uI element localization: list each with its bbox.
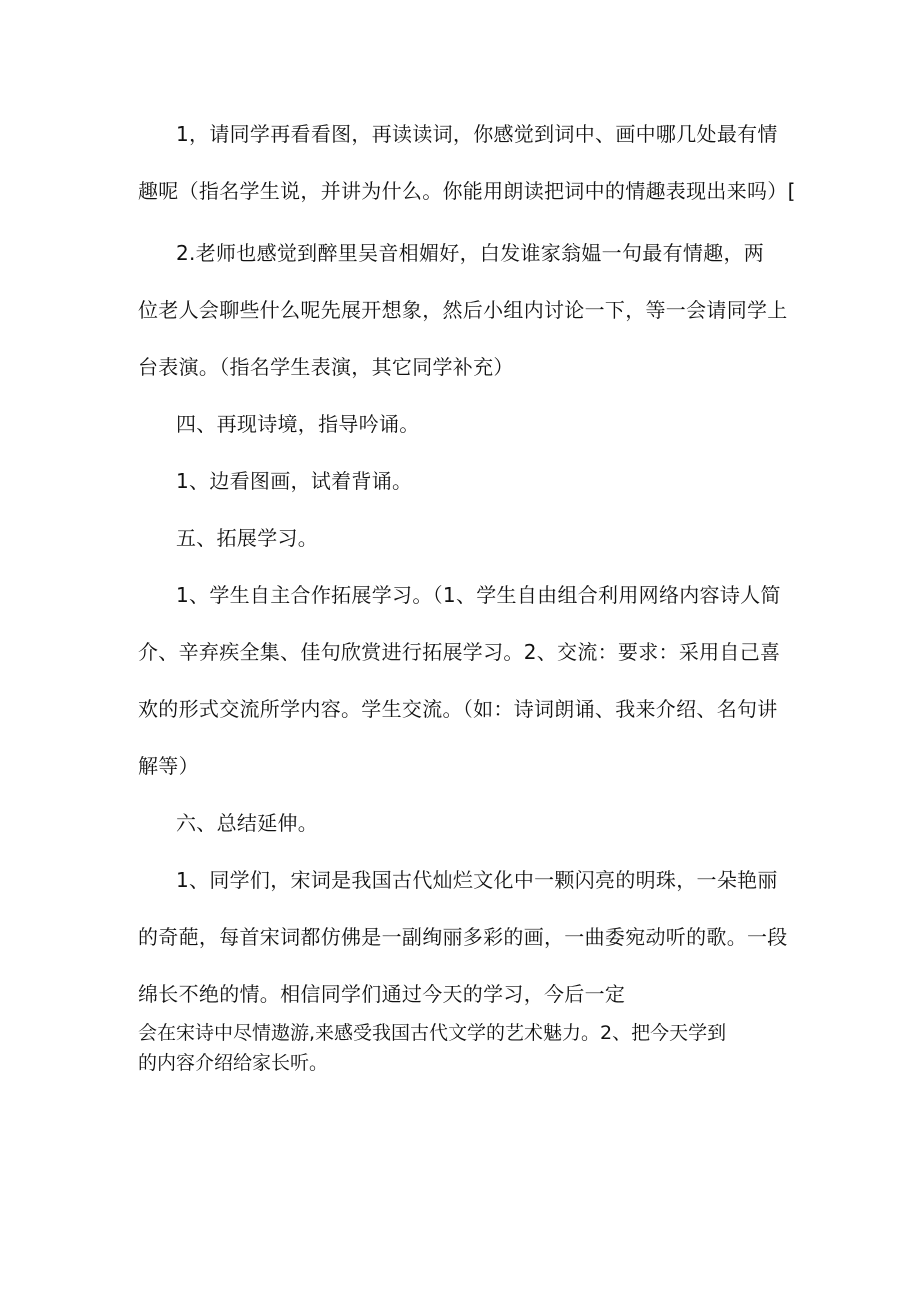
paragraph-line: 2.老师也感觉到醉里吴音相媚好，白发谁家翁媪一句最有情趣，两 xyxy=(176,241,765,265)
paragraph-line: 台表演。（指名学生表演，其它同学补充） xyxy=(138,355,514,379)
paragraph-line: 会在宋诗中尽情遨游,来感受我国古代文学的艺术魅力。2、把今天学到 xyxy=(138,1022,727,1044)
paragraph-line: 位老人会聊些什么呢先展开想象，然后小组内讨论一下，等一会请同学上 xyxy=(138,298,788,322)
paragraph-line: 绵长不绝的情。相信同学们通过今天的学习，今后一定 xyxy=(138,982,626,1006)
paragraph-line: 1、边看图画，试着背诵。 xyxy=(176,469,413,493)
paragraph-line: 解等） xyxy=(138,754,199,778)
paragraph-line: 的奇葩，每首宋词都仿佛是一副绚丽多彩的画，一曲委宛动听的歌。一段 xyxy=(138,925,788,949)
paragraph-line: 介、辛弃疾全集、佳句欣赏进行拓展学习。2、交流：要求：采用自己喜 xyxy=(138,640,781,664)
section-heading: 六、总结延伸。 xyxy=(176,811,319,835)
paragraph-line: 1，请同学再看看图，再读读词，你感觉到词中、画中哪几处最有情 xyxy=(176,122,778,146)
paragraph-line: 欢的形式交流所学内容。学生交流。（如：诗词朗诵、我来介绍、名句讲 xyxy=(138,697,778,721)
paragraph-line: 1、学生自主合作拓展学习。（1、学生自由组合利用网络内容诗人简 xyxy=(176,583,781,607)
section-heading: 四、再现诗境，指导吟诵。 xyxy=(176,412,420,436)
paragraph-line: 1、同学们，宋词是我国古代灿烂文化中一颗闪亮的明珠，一朵艳丽 xyxy=(176,868,778,892)
section-heading: 五、拓展学习。 xyxy=(176,526,319,550)
paragraph-line: 的内容介绍给家长听。 xyxy=(138,1052,329,1074)
paragraph-line: 趣呢（指名学生说，并讲为什么。你能用朗读把词中的情趣表现出来吗）[ xyxy=(138,179,796,203)
